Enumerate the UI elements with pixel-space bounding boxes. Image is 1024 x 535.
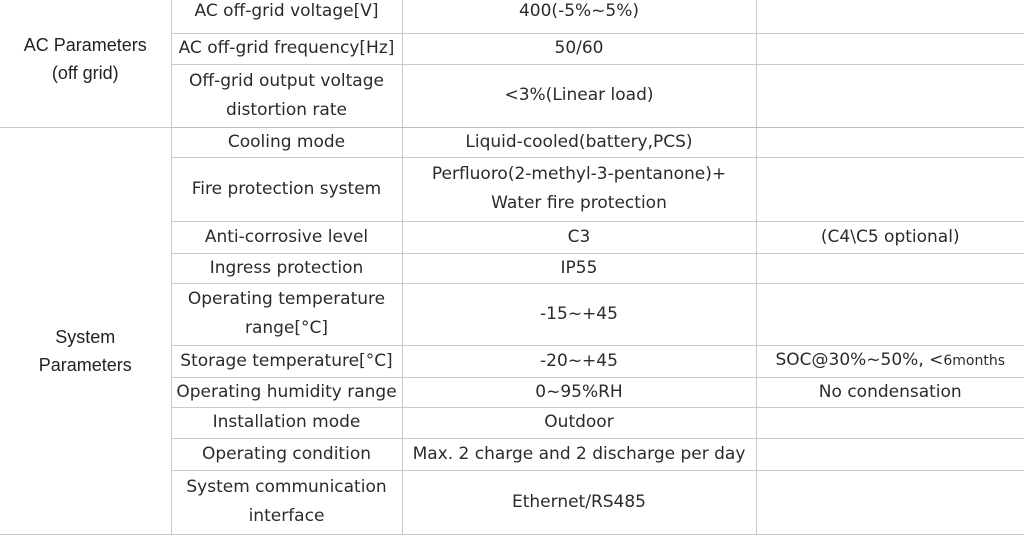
- parameter-remark-cell: (C4\C5 optional): [756, 221, 1024, 253]
- table-row: [0, 0, 1024, 33]
- parameter-remark-cell: No condensation: [756, 377, 1024, 407]
- parameter-value-cell: Perfluoro(2-methyl-3-pentanone)+ Water fire protection: [402, 157, 756, 221]
- parameter-name-cell: Operating condition: [171, 438, 402, 470]
- parameter-name-cell: Installation mode: [171, 407, 402, 438]
- parameter-remark-cell: [756, 345, 1024, 377]
- parameter-name-cell: AC off-grid voltage[V]: [171, 0, 402, 33]
- parameter-remark-cell: [756, 283, 1024, 345]
- parameter-name-cell: Fire protection system: [171, 157, 402, 221]
- parameter-name-cell: Ingress protection: [171, 253, 402, 283]
- parameter-name-cell: System communication interface: [171, 470, 402, 534]
- parameter-value-cell: <3%(Linear load): [402, 64, 756, 127]
- category-cell-ac-off-grid: [0, 0, 171, 127]
- parameter-remark-cell: [756, 0, 1024, 33]
- parameter-name-cell: Operating temperature range[°C]: [171, 283, 402, 345]
- parameter-value-cell: 0~95%RH: [402, 377, 756, 407]
- parameter-value-cell: -20~+45: [402, 345, 756, 377]
- parameter-value-cell: IP55: [402, 253, 756, 283]
- category-label-line: Parameters: [38, 354, 132, 375]
- parameter-name-cell: AC off-grid frequency[Hz]: [171, 33, 402, 64]
- parameter-value-cell: 400(-5%~5%): [402, 0, 756, 33]
- parameter-value-cell: Ethernet/RS485: [402, 470, 756, 534]
- parameter-value-cell: Max. 2 charge and 2 discharge per day: [402, 438, 756, 470]
- parameter-name-cell: Off-grid output voltage distortion rate: [171, 64, 402, 127]
- parameter-name-cell: Operating humidity range: [171, 377, 402, 407]
- parameter-remark-cell: [756, 438, 1024, 470]
- table-row: [0, 127, 1024, 157]
- category-label-line: System: [55, 326, 116, 347]
- parameter-remark-cell: [756, 470, 1024, 534]
- parameter-name-cell: Cooling mode: [171, 127, 402, 157]
- parameter-remark-cell: [756, 64, 1024, 127]
- parameter-remark-cell: [756, 407, 1024, 438]
- parameter-value-cell: Liquid-cooled(battery,PCS): [402, 127, 756, 157]
- parameter-value-cell: Outdoor: [402, 407, 756, 438]
- remark-text: SOC@30%~50%, <: [775, 350, 944, 370]
- category-label-line: AC Parameters: [23, 34, 147, 55]
- category-label-line: (off grid): [51, 62, 119, 83]
- parameter-remark-cell: [756, 157, 1024, 221]
- parameter-name-cell: Anti-corrosive level: [171, 221, 402, 253]
- parameter-name-cell: Storage temperature[°C]: [171, 345, 402, 377]
- parameter-value-cell: -15~+45: [402, 283, 756, 345]
- parameter-remark-cell: [756, 127, 1024, 157]
- parameter-value-cell: C3: [402, 221, 756, 253]
- parameter-remark-cell: [756, 253, 1024, 283]
- parameter-remark-cell: [756, 33, 1024, 64]
- remark-text-small: 6months: [943, 353, 1006, 369]
- category-cell-system-parameters: [0, 127, 171, 534]
- parameter-value-cell: 50/60: [402, 33, 756, 64]
